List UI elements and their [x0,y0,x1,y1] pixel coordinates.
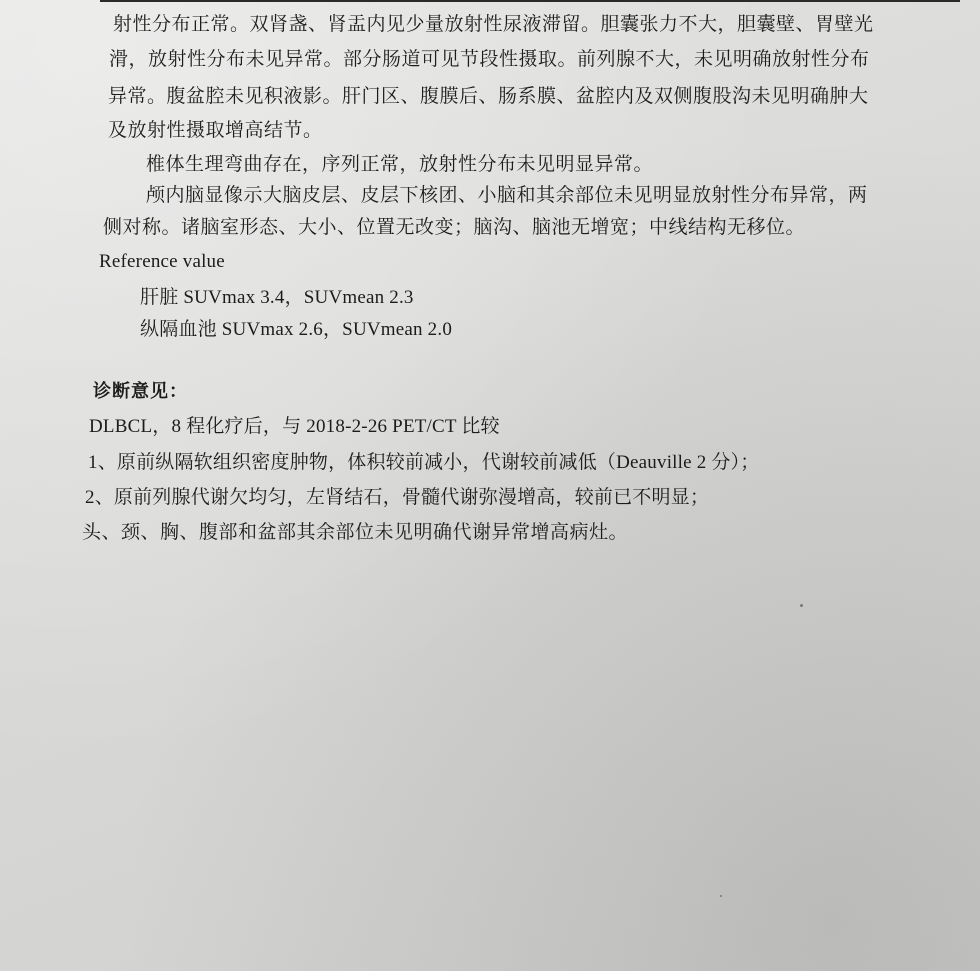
diagnosis-item-1: 1、原前纵隔软组织密度肿物，体积较前减小，代谢较前减低（Deauville 2 分）； [88,452,760,473]
findings-brain-line: 侧对称。诸脑室形态、大小、位置无改变；脑沟、脑池无增宽；中线结构无移位。 [103,216,806,238]
diagnosis-item-2: 2、原前列腺代谢欠均匀，左肾结石，骨髓代谢弥漫增高，较前已不明显； [85,487,710,508]
reference-liver: 肝脏 SUVmax 3.4，SUVmean 2.3 [140,287,414,308]
diagnosis-summary: DLBCL，8 程化疗后，与 2018-2-26 PET/CT 比较 [89,416,500,437]
reference-mediastinal: 纵隔血池 SUVmax 2.6，SUVmean 2.0 [140,319,453,340]
findings-brain-line: 颅内脑显像示大脑皮层、皮层下核团、小脑和其余部位未见明显放射性分布异常，两 [146,184,868,206]
findings-line: 异常。腹盆腔未见积液影。肝门区、腹膜后、肠系膜、盆腔内及双侧腹股沟未见明确肿大 [108,85,869,107]
findings-line: 及放射性摄取增高结节。 [108,119,323,141]
findings-line: 射性分布正常。双肾盏、肾盂内见少量放射性尿液滞留。胆囊张力不大，胆囊壁、胃壁光 [113,13,874,35]
top-rule [100,0,960,2]
paper-speck [720,895,722,897]
reference-title: Reference value [99,251,225,272]
paper-speck [800,604,803,607]
findings-spine-line: 椎体生理弯曲存在，序列正常，放射性分布未见明显异常。 [146,153,654,175]
diagnosis-heading: 诊断意见： [93,381,188,402]
diagnosis-item-3: 头、颈、胸、腹部和盆部其余部位未见明确代谢异常增高病灶。 [82,521,629,543]
findings-line: 滑，放射性分布未见异常。部分肠道可见节段性摄取。前列腺不大，未见明确放射性分布 [109,48,870,70]
